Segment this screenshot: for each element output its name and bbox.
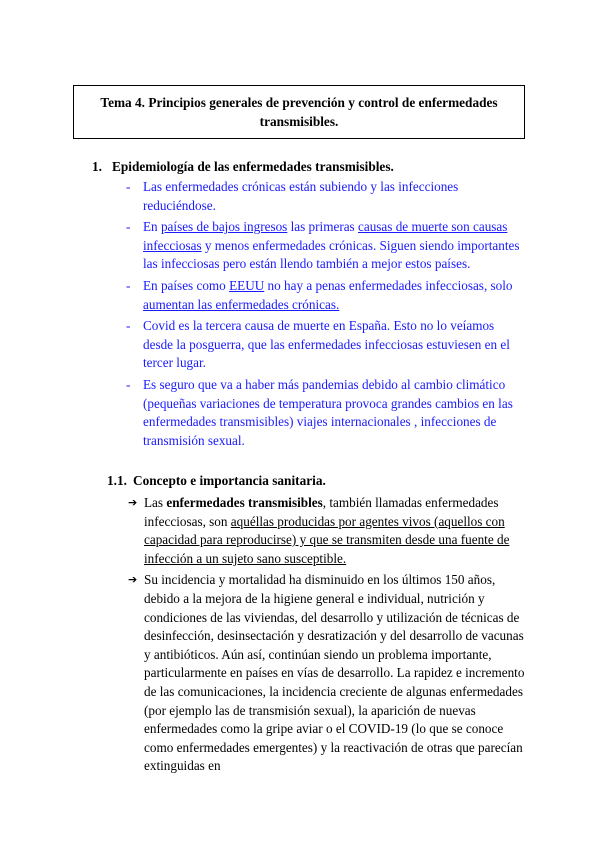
- section-1-bullet-list: [126, 178, 526, 453]
- list-item: - En países como EEUU no hay a penas enfermedades infecciosas, solo aumentan las enfermedades crónicas.: [126, 277, 526, 314]
- list-item: ➔ Su incidencia y mortalidad ha disminuido en los últimos 150 años, debido a la mejora de la higiene general e individual, nutrición y condiciones de las viviendas, del desarrollo y utilización de técnicas de desinfección, desinsectación y desratización y del desarrollo de vacunas y antibióticos. Aún así, continúan siendo un problema importante, particularmente en países en vías de desarrollo. La rapidez e incremento de las comunicaciones, la incidencia creciente de algunas enfermedades (por ejemplo las de transmisión sexual), la aparición de nuevas enfermedades como la gripe aviar o el COVID-19 (lo que se conoce como enfermedades emergentes) y la reactivación de otras que parecían extinguidas en: [128, 571, 526, 776]
- section-1-1-heading: [107, 473, 326, 489]
- section-1-number: 1.: [92, 159, 102, 174]
- list-item: - Es seguro que va a haber más pandemias debido al cambio climático (pequeñas variaciones de temperatura provoca grandes cambios en las enfermedades transmisibles) viajes internacionales , infecciones de transmisión sexual.: [126, 376, 526, 450]
- document-title-box: [73, 85, 525, 139]
- list-item: - Las enfermedades crónicas están subiendo y las infecciones reduciéndose.: [126, 178, 526, 215]
- section-1-1-arrow-list: [128, 494, 526, 779]
- underlined-term: EEUU: [229, 277, 265, 293]
- section-1-heading: [92, 159, 394, 175]
- section-1-1-number: 1.1.: [107, 473, 127, 488]
- list-item: - En países de bajos ingresos las primeras causas de muerte son causas infecciosas y menos enfermedades crónicas. Siguen siendo importantes las infecciosas pero están llendo también a mejor estos países.: [126, 218, 526, 274]
- bold-term: enfermedades transmisibles: [166, 495, 323, 510]
- underlined-term: causas de muerte son causas infecciosas: [143, 219, 508, 253]
- list-item: ➔ Las enfermedades transmisibles, también llamadas enfermedades infecciosas, son aquéllas producidas por agentes vivos (aquellos con capacidad para reproducirse) y que se transmiten desde una fuente de infección a un sujeto sano susceptible.: [128, 494, 526, 568]
- document-title: Tema 4. Principios generales de prevención y control de enfermedades transmisibles.: [100, 95, 498, 129]
- underlined-term: países de bajos ingresos: [160, 219, 288, 235]
- list-item: - Covid es la tercera causa de muerte en España. Esto no lo veíamos desde la posguerra, que las enfermedades infecciosas estuviesen en el tercer lugar.: [126, 317, 526, 373]
- underlined-term: aumentan las enfermedades crónicas.: [143, 296, 340, 312]
- underlined-definition: aquéllas producidas por agentes vivos (aquellos con capacidad para reproducirse) y que se transmiten desde una fuente de infección a un sujeto sano susceptible.: [144, 513, 510, 566]
- section-1-1-title: Concepto e importancia sanitaria.: [133, 473, 326, 488]
- section-1-title: Epidemiología de las enfermedades transmisibles.: [112, 159, 394, 174]
